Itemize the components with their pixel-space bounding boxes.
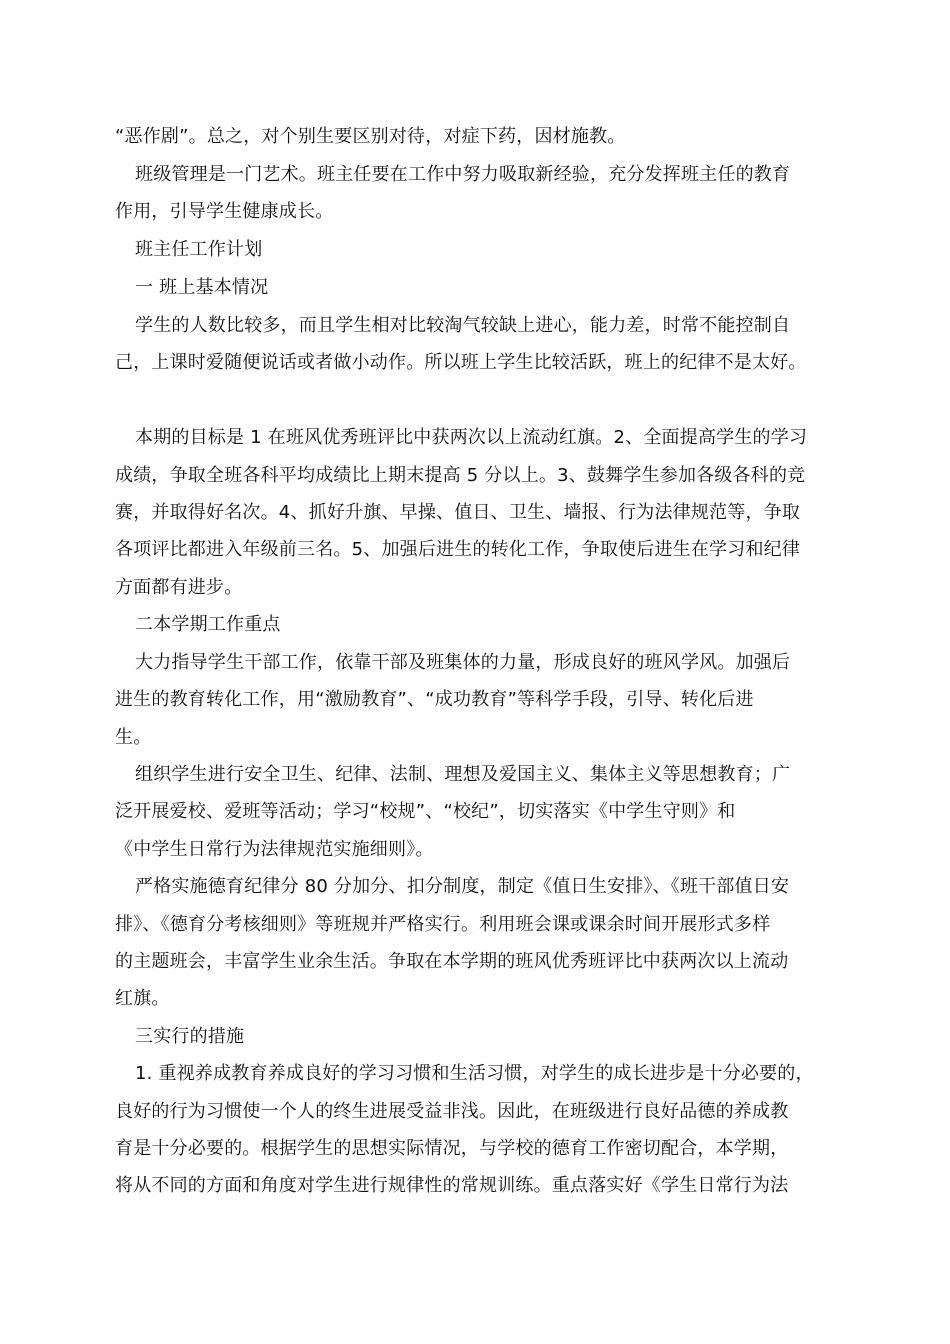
- text-line: 赛，并取得好名次。4、抓好升旗、早操、值日、卫生、墙报、行为法律规范等，争取: [115, 502, 801, 523]
- text-line: 严格实施德育纪律分 80 分加分、扣分制度，制定《值日生安排》、《班干部值日安: [135, 876, 790, 897]
- text-line: “恶作剧”。总之，对个别生要区别对待，对症下药，因材施教。: [115, 126, 626, 147]
- text-line: 方面都有进步。: [115, 577, 243, 598]
- text-line: 己，上课时爱随便说话或者做小动作。所以班上学生比较活跃，班上的纪律不是太好。: [115, 352, 807, 373]
- text-line: 各项评比都进入年级前三名。5、加强后进生的转化工作，争取使后进生在学习和纪律: [115, 539, 801, 560]
- section-title: 班主任工作计划: [135, 239, 263, 260]
- text-line: 良好的行为习惯使一个人的终生进展受益非浅。因此，在班级进行良好品德的养成教: [115, 1101, 789, 1122]
- section-heading: 一 班上基本情况: [135, 277, 269, 298]
- text-line: 进生的教育转化工作，用“激励教育”、“成功教育”等科学手段，引导、转化后进: [115, 689, 754, 710]
- text-line: 的主题班会，丰富学生业余生活。争取在本学期的班风优秀班评比中获两次以上流动: [115, 951, 789, 972]
- text-line: 排》、《德育分考核细则》等班规并严格实行。利用班会课或课余时间开展形式多样: [115, 914, 771, 935]
- text-line: 红旗。: [115, 988, 170, 1009]
- text-line: 成绩，争取全班各科平均成绩比上期末提高 5 分以上。3、鼓舞学生参加各级各科的竞: [115, 465, 806, 486]
- section-heading: 二本学期工作重点: [135, 614, 281, 635]
- text-line: 生。: [115, 727, 152, 748]
- section-heading: 三实行的措施: [135, 1026, 245, 1047]
- text-line: 本期的目标是 1 在班风优秀班评比中获两次以上流动红旗。2、全面提高学生的学习: [135, 427, 808, 448]
- text-line: 《中学生日常行为法律规范实施细则》。: [115, 839, 434, 860]
- text-line: 学生的人数比较多，而且学生相对比较淘气较缺上进心，能力差，时常不能控制自: [135, 315, 791, 336]
- text-line: 1. 重视养成教育养成良好的学习习惯和生活习惯，对学生的成长进步是十分必要的，: [135, 1063, 814, 1084]
- text-line: 泛开展爱校、爱班等活动；学习“校规”、“校纪”，切实落实《中学生守则》和: [115, 801, 736, 822]
- text-line: 作用，引导学生健康成长。: [115, 201, 334, 222]
- text-line: 班级管理是一门艺术。班主任要在工作中努力吸取新经验，充分发挥班主任的教育: [135, 164, 791, 185]
- text-line: 育是十分必要的。根据学生的思想实际情况，与学校的德育工作密切配合，本学期，: [115, 1138, 789, 1159]
- text-line: 将从不同的方面和角度对学生进行规律性的常规训练。重点落实好《学生日常行为法: [115, 1175, 789, 1196]
- text-line: 大力指导学生干部工作，依靠干部及班集体的力量，形成良好的班风学风。加强后: [135, 652, 791, 673]
- text-line: 组织学生进行安全卫生、纪律、法制、理想及爱国主义、集体主义等思想教育；广: [135, 764, 791, 785]
